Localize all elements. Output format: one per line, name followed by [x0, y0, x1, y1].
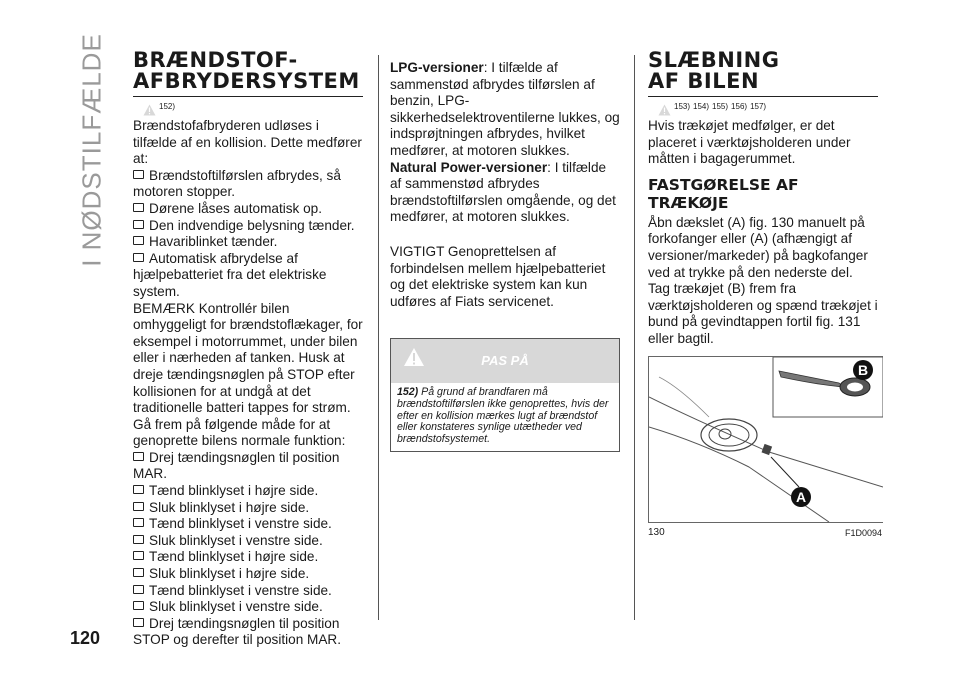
- figure-caption: [648, 525, 882, 542]
- page-number: 120: [70, 628, 101, 648]
- reference-number: 157): [750, 102, 767, 112]
- list-item: Havariblinket tænder.: [133, 234, 363, 251]
- list-item: Dørene låses automatisk op.: [133, 201, 363, 218]
- section-heading: SLÆBNING AF BILEN: [648, 48, 780, 93]
- checkbox-bullet-icon: [133, 568, 144, 577]
- list-item: Sluk blinklyset i venstre side.: [133, 599, 363, 616]
- checkbox-bullet-icon: [133, 452, 144, 461]
- reference-number: 156): [731, 102, 748, 112]
- checkbox-bullet-icon: [133, 535, 144, 544]
- column-divider: [378, 55, 379, 620]
- fuel-versions-section: [390, 60, 620, 452]
- checkbox-bullet-icon: [133, 236, 144, 245]
- intro-paragraph: Brændstofafbryderen udløses i tilfælde af en kollision. Dette medfører at:: [133, 118, 362, 167]
- checkbox-bullet-icon: [133, 170, 144, 179]
- warning-box: [390, 338, 620, 452]
- warning-text: På grund af brandfaren må brændstoftilførslen ikke genoprettes, hvis der efter en kollision mærkes lugt af brændstof eller konstateres synlige utætheder ved brændstofsystemet.: [397, 386, 609, 445]
- label-a: A: [795, 488, 807, 505]
- checkbox-bullet-icon: [133, 485, 144, 494]
- warning-references: [658, 100, 878, 116]
- checkbox-bullet-icon: [133, 518, 144, 527]
- checkbox-bullet-icon: [133, 618, 144, 627]
- reference-number: 153): [674, 102, 691, 112]
- lpg-label: LPG-versioner: [390, 60, 484, 75]
- list-item: Den indvendige belysning tænder.: [133, 218, 363, 235]
- list-item: Sluk blinklyset i højre side.: [133, 500, 363, 517]
- natural-power-text: : I tilfælde af sammenstød afbrydes brændstoftilførslen omgående, og det medfører, at motoren slukkes.: [390, 159, 616, 225]
- natural-power-label: Natural Power-versioner: [390, 159, 548, 175]
- checkbox-bullet-icon: [133, 502, 144, 511]
- section-heading: BRÆNDSTOF-AFBRYDERSYSTEM: [133, 48, 360, 93]
- towing-section: [648, 48, 882, 541]
- procedure-intro: Gå frem på følgende måde for at genoprette bilens normale funktion:: [133, 416, 346, 449]
- reference-number: 154): [693, 102, 710, 112]
- subsection-heading: FASTGØRELSE AF TRÆKØJE: [648, 175, 799, 212]
- list-item: Drej tændingsnøglen til position MAR.: [133, 449, 340, 482]
- note-paragraph: BEMÆRK Kontrollér bilen omhyggeligt for brændstoflækager, for eksempel i motorrummet, under bilen eller i nærheden af tanken. Husk at dreje tændingsnøglen på STOP efter kollisionen for at undgå at det traditionelle batteri tappes for strøm.: [133, 300, 363, 416]
- effects-list: [133, 168, 363, 301]
- important-paragraph: VIGTIGT Genoprettelsen af forbindelsen mellem hjælpebatteriet og det elektriske system kan kun udføres af Fiats servicenet.: [390, 243, 606, 309]
- chapter-title: I NØDSTILFÆLDE: [76, 33, 107, 267]
- warning-header: [391, 339, 619, 383]
- list-item: Brændstoftilførslen afbrydes, så motoren stopper.: [133, 167, 341, 200]
- fuel-cutoff-section: [133, 50, 363, 649]
- intro-paragraph: Hvis trækøjet medfølger, er det placeret i værktøjsholderen under måtten i bagagerummet.: [648, 118, 851, 167]
- list-item: Sluk blinklyset i venstre side.: [133, 533, 363, 550]
- lpg-text: : I tilfælde af sammenstød afbrydes tilførslen af benzin, LPG-sikkerhedselektroventilerne lukkes, og indsprøjtningen afbrydes, hvilket medfører, at motoren slukkes.: [390, 60, 620, 158]
- tow-hook-figure: [648, 356, 883, 523]
- reference-number: 152): [159, 102, 176, 112]
- figure-number: 130: [648, 526, 665, 538]
- list-item: Tænd blinklyset i venstre side.: [133, 516, 363, 533]
- warning-body: [391, 383, 619, 451]
- reference-number: 155): [712, 102, 729, 112]
- checkbox-bullet-icon: [133, 601, 144, 610]
- figure-code: F1D0094: [844, 527, 882, 538]
- chapter-side-tab: [72, 33, 112, 267]
- heading-rule: [133, 96, 363, 97]
- checkbox-bullet-icon: [133, 585, 144, 594]
- checkbox-bullet-icon: [133, 220, 144, 229]
- list-item: Tænd blinklyset i venstre side.: [133, 583, 363, 600]
- checkbox-bullet-icon: [133, 203, 144, 212]
- list-item: Drej tændingsnøglen til position STOP og derefter til position MAR.: [133, 615, 342, 648]
- checkbox-bullet-icon: [133, 253, 144, 262]
- fog-light: [701, 419, 757, 451]
- heading-rule: [648, 96, 878, 97]
- warning-triangle-icon: [658, 104, 671, 116]
- instructions-paragraph: Åbn dækslet (A) fig. 130 manuelt på forkofanger eller (A) (afhængigt af versioner/markeder) på bagkofanger ved at trykke på den nederste del. Tag trækøjet (B) frem fra værktøjsholderen og spænd trækøjet i bund på gevindtappen fortil fig. 131 eller bagtil.: [648, 214, 878, 346]
- warning-references: [143, 100, 363, 116]
- procedure-steps: [133, 450, 363, 649]
- list-item: Sluk blinklyset i højre side.: [133, 566, 363, 583]
- lpg-paragraph: [390, 60, 620, 160]
- list-item: Tænd blinklyset i højre side.: [133, 483, 363, 500]
- bumper-illustration: [649, 357, 883, 522]
- tow-cover: [762, 443, 773, 454]
- warning-title: PAS PÅ: [481, 353, 529, 369]
- warning-ref: 152): [397, 386, 419, 399]
- warning-triangle-icon: [143, 104, 156, 116]
- natural-power-paragraph: [390, 160, 620, 226]
- list-item: Automatisk afbrydelse af hjælpebatteriet fra det elektriske system.: [133, 250, 327, 299]
- list-item: Tænd blinklyset i højre side.: [133, 549, 363, 566]
- column-divider: [634, 55, 635, 620]
- checkbox-bullet-icon: [133, 551, 144, 560]
- label-b: B: [857, 361, 869, 378]
